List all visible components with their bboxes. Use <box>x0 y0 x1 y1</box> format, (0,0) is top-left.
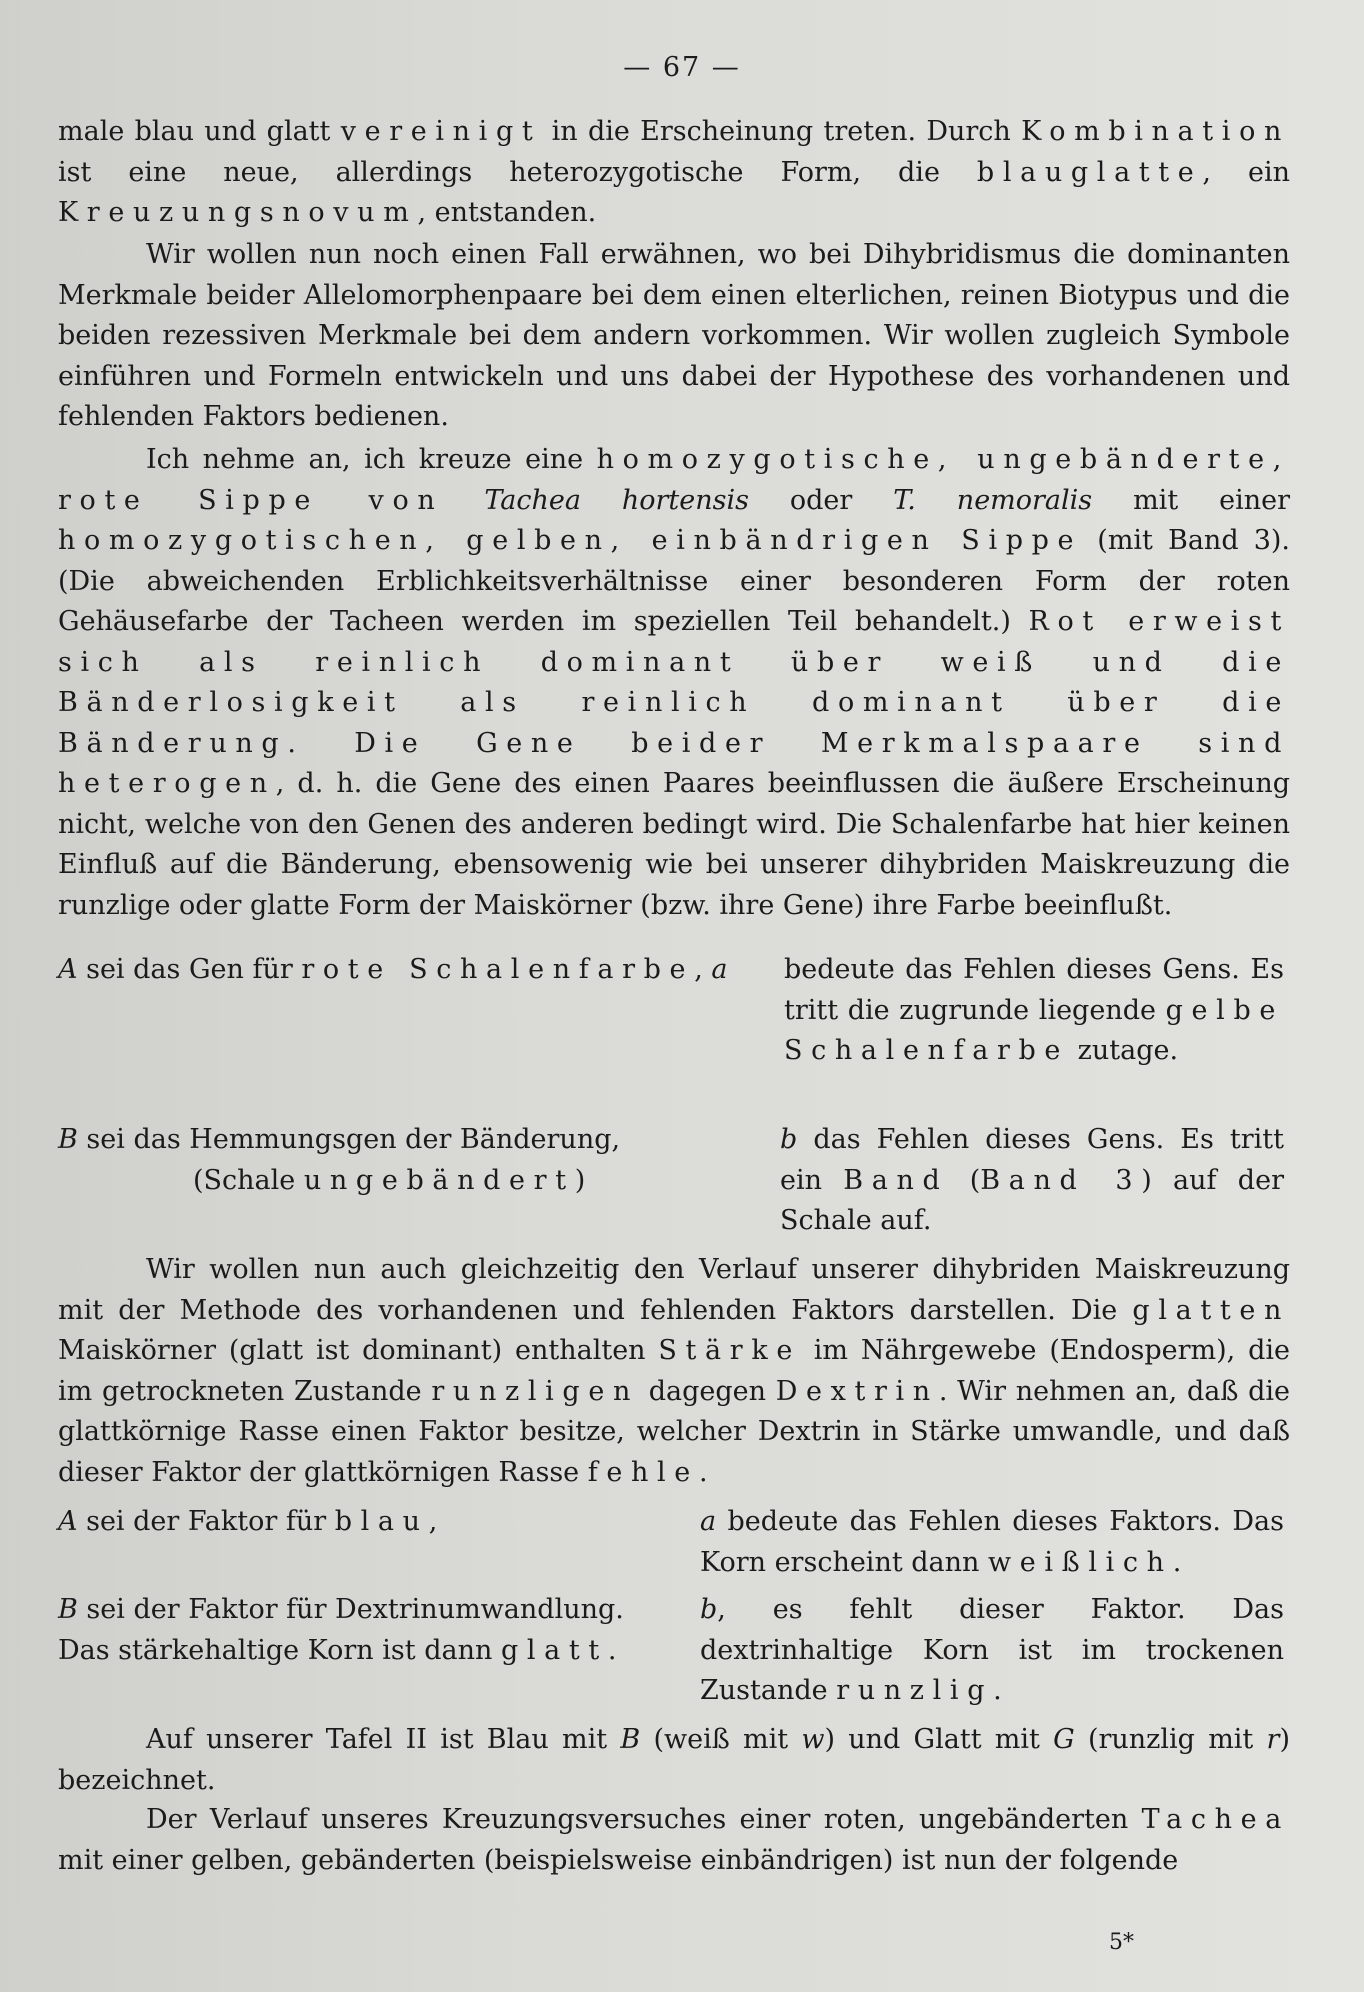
paragraph-6: Der Verlauf unseres Kreuzungsversuches einer roten, ungebänderten Tachea mit einer gelben, gebänderten (beispielsweise einbändrigen) ist nun der folgende <box>58 1804 1290 1876</box>
definition-mais-a-right: a bedeute das Fehlen dieses Faktors. Das Korn erscheint dann weißlich. <box>700 1506 1284 1578</box>
paragraph-1: male blau und glatt vereinigt in die Erscheinung treten. Durch Kombination ist eine neue, allerdings heterozygotische Form, die blauglatte, ein Kreuzungsnovum, entstanden. <box>58 116 1290 228</box>
definition-mais-b-left: B sei der Faktor für Dextrinumwandlung. Das stärkehaltige Korn ist dann glatt. <box>58 1594 626 1666</box>
signature-mark: 5* <box>1109 1930 1134 1955</box>
paragraph-2: Wir wollen nun noch einen Fall erwähnen, wo bei Dihybridismus die dominanten Merkmale beider Allelomorphenpaare bei dem einen elterlichen, reinen Biotypus und die beiden rezessiven Merkmale bei dem andern vorkommen. Wir wollen zugleich Symbole einführen und Formeln entwickeln und uns dabei der Hypothese des vorhandenen und fehlenden Faktors bedienen. <box>58 239 1290 432</box>
paragraph-5: Auf unserer Tafel II ist Blau mit B (weiß mit w) und Glatt mit G (runzlig mit r) bezeichnet. <box>58 1724 1290 1796</box>
paragraph-3: Ich nehme an, ich kreuze eine homozygotische, ungebänderte, rote Sippe von Tachea hortensis oder T. nemoralis mit einer homozygotischen, gelben, einbändrigen Sippe (mit Band 3). (Die abweichenden Erblichkeitsverhältnisse einer besonderen Form der roten Gehäusefarbe der Tacheen werden im speziellen Teil behandelt.) Rot erweist sich als reinlich dominant über weiß und die Bänderlosigkeit als reinlich dominant über die Bänderung. Die Gene beider Merkmalspaare sind heterogen, d. h. die Gene des einen Paares beeinflussen die äußere Erscheinung nicht, welche von den Genen des anderen bedingt wird. Die Schalenfarbe hat hier keinen Einfluß auf die Bänderung, ebensowenig wie bei unserer dihybriden Maiskreuzung die runzlige oder glatte Form der Maiskörner (bzw. ihre Gene) ihre Farbe beeinflußt. <box>58 444 1291 921</box>
definition-a-right: bedeute das Fehlen dieses Gens. Es tritt die zugrunde liegende gelbe Schalenfarbe zutage. <box>784 954 1284 1066</box>
definition-mais-b-right: b, es fehlt dieser Faktor. Das dextrinhaltige Korn ist im trockenen Zustande runzlig. <box>700 1594 1284 1706</box>
page-number: — 67 — <box>623 52 741 83</box>
definition-mais-a-left: A sei der Faktor für blau, <box>58 1506 438 1537</box>
definition-b-right: b das Fehlen dieses Gens. Es tritt ein Band (Band 3) auf der Schale auf. <box>780 1124 1284 1236</box>
definition-b-left: B sei das Hemmungsgen der Bänderung, (Schale ungebändert) <box>58 1124 621 1196</box>
paragraph-4: Wir wollen nun auch gleichzeitig den Verlauf unserer dihybriden Maiskreuzung mit der Methode des vorhandenen und fehlenden Faktors darstellen. Die glatten Maiskörner (glatt ist dominant) enthalten Stärke im Nährgewebe (Endosperm), die im getrockneten Zustande runzligen dagegen Dextrin. Wir nehmen an, daß die glattkörnige Rasse einen Faktor besitze, welcher Dextrin in Stärke umwandle, und daß dieser Faktor der glattkörnigen Rasse fehle. <box>58 1254 1290 1488</box>
definition-a-left: A sei das Gen für rote Schalenfarbe, a <box>58 954 728 985</box>
